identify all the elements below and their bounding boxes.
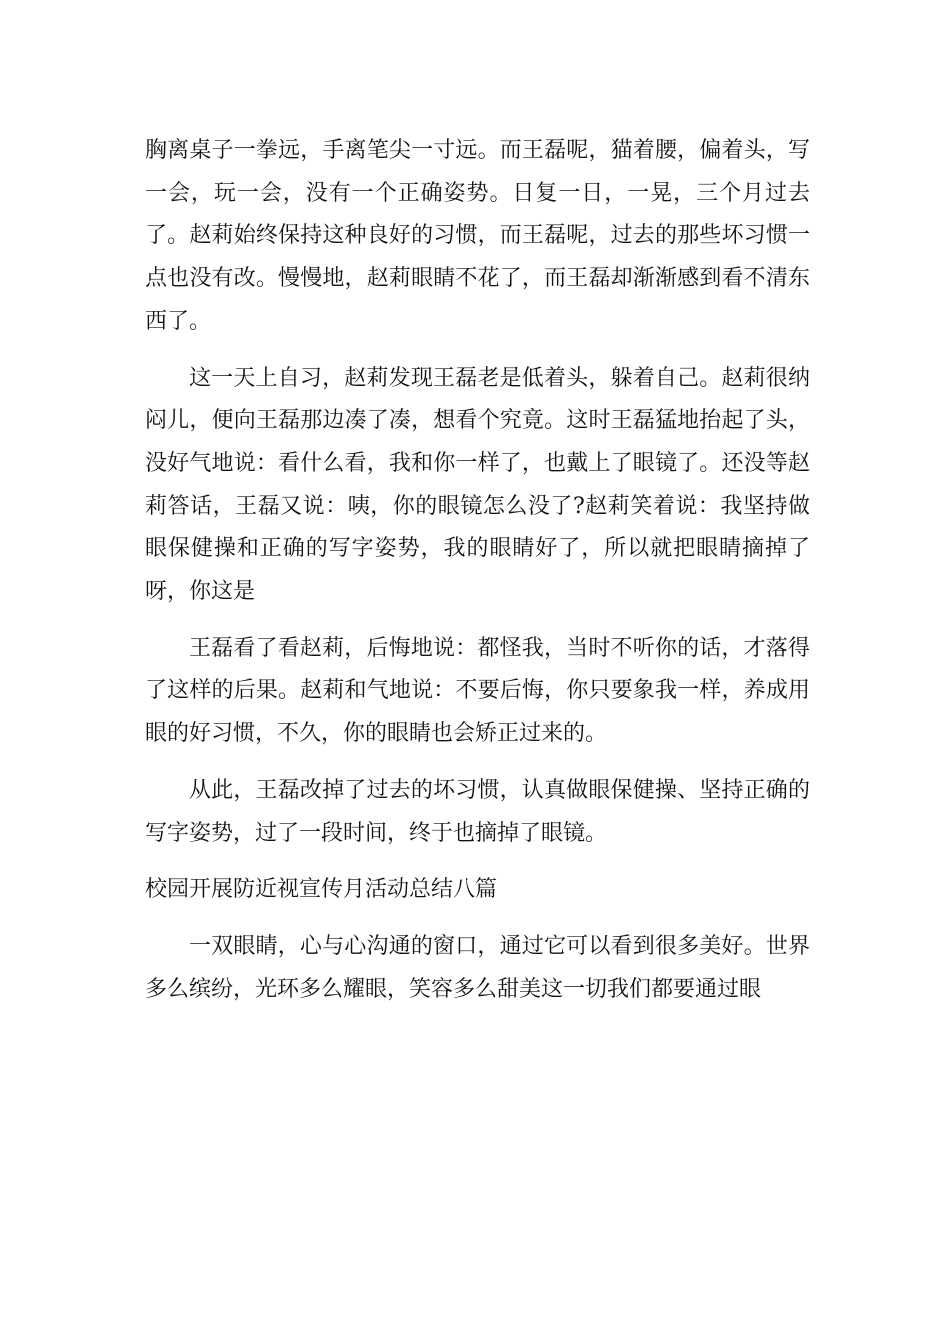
section-heading: 校园开展防近视宣传月活动总结八篇	[145, 877, 498, 903]
paragraph-5: 一双眼睛，心与心沟通的窗口，通过它可以看到很多美好。世界多么缤纷，光环多么耀眼，笑容多么甜美这一切我们都要通过眼	[145, 933, 810, 1002]
document-body	[145, 130, 810, 1025]
paragraph-4: 从此，王磊改掉了过去的坏习惯，认真做眼保健操、坚持正确的写字姿势，过了一段时间，终于也摘掉了眼镜。	[145, 777, 810, 846]
paragraph-3: 王磊看了看赵莉，后悔地说：都怪我，当时不听你的话，才落得了这样的后果。赵莉和气地说：不要后悔，你只要象我一样，养成用眼的好习惯，不久，你的眼睛也会矫正过来的。	[145, 635, 810, 747]
paragraph-1: 胸离桌子一拳远，手离笔尖一寸远。而王磊呢，猫着腰，偏着头，写一会，玩一会，没有一个正确姿势。日复一日，一晃，三个月过去了。赵莉始终保持这种良好的习惯，而王磊呢，过去的那些坏习惯一点也没有改。慢慢地，赵莉眼睛不花了，而王磊却渐渐感到看不清东西了。	[145, 138, 810, 334]
paragraph-2: 这一天上自习，赵莉发现王磊老是低着头，躲着自己。赵莉很纳闷儿，便向王磊那边凑了凑，想看个究竟。这时王磊猛地抬起了头，没好气地说：看什么看，我和你一样了，也戴上了眼镜了。还没等赵莉答话，王磊又说：咦，你的眼镜怎么没了?赵莉笑着说：我坚持做眼保健操和正确的写字姿势，我的眼睛好了，所以就把眼睛摘掉了呀，你这是	[145, 365, 810, 605]
